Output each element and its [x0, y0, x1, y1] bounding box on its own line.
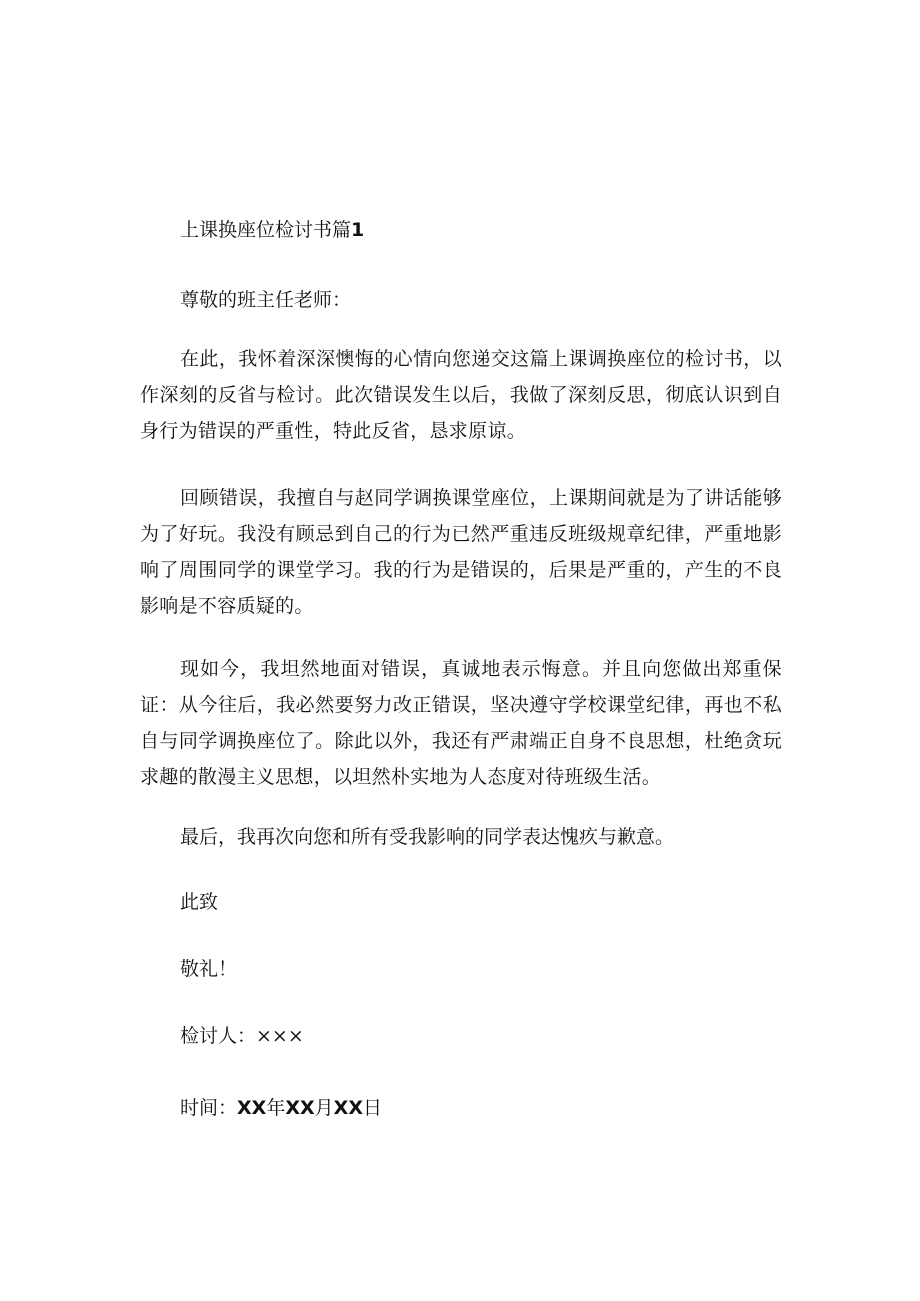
closing-phrase-1: 此致 — [180, 891, 219, 913]
document-title — [180, 218, 364, 242]
closing-statement: 最后，我再次向您和所有受我影响的同学表达愧疚与歉意。 — [180, 826, 675, 848]
date-label: 时间： — [180, 1097, 238, 1119]
date-day-unit: 日 — [362, 1097, 382, 1119]
paragraph-3: 现如今，我坦然地面对错误，真诚地表示悔意。并且向您做出郑重保证：从今往后，我必然要努力改正错误，坚决遵守学校课堂纪律，再也不私自与同学调换座位了。除此以外，我还有严肃端正自身不良思想，杜绝贪玩求趣的散漫主义思想，以坦然朴实地为人态度对待班级生活。 — [140, 658, 782, 788]
date-month-unit: 月 — [314, 1097, 334, 1119]
date-year-placeholder: XX — [237, 1097, 267, 1119]
paragraph-1: 在此，我怀着深深懊悔的心情向您递交这篇上课调换座位的检讨书，以作深刻的反省与检讨。此次错误发生以后，我做了深刻反思，彻底认识到自身行为错误的严重性，特此反省，恳求原谅。 — [140, 348, 782, 442]
date-month-placeholder: XX — [285, 1097, 315, 1119]
date-line — [180, 1096, 382, 1120]
salutation: 尊敬的班主任老师： — [180, 289, 352, 311]
signer-name: ××× — [256, 1025, 304, 1047]
signer-line — [180, 1024, 304, 1048]
date-year-unit: 年 — [266, 1097, 286, 1119]
signer-label: 检讨人： — [180, 1025, 257, 1047]
paragraph-2: 回顾错误，我擅自与赵同学调换课堂座位，上课期间就是为了讲话能够为了好玩。我没有顾忌到自己的行为已然严重违反班级规章纪律，严重地影响了周围同学的课堂学习。我的行为是错误的，后果是严重的，产生的不良影响是不容质疑的。 — [140, 487, 782, 617]
title-text: 上课换座位检讨书篇 — [180, 219, 352, 241]
date-day-placeholder: XX — [333, 1097, 363, 1119]
title-number: 1 — [351, 219, 365, 241]
closing-phrase-2: 敬礼！ — [180, 958, 238, 980]
